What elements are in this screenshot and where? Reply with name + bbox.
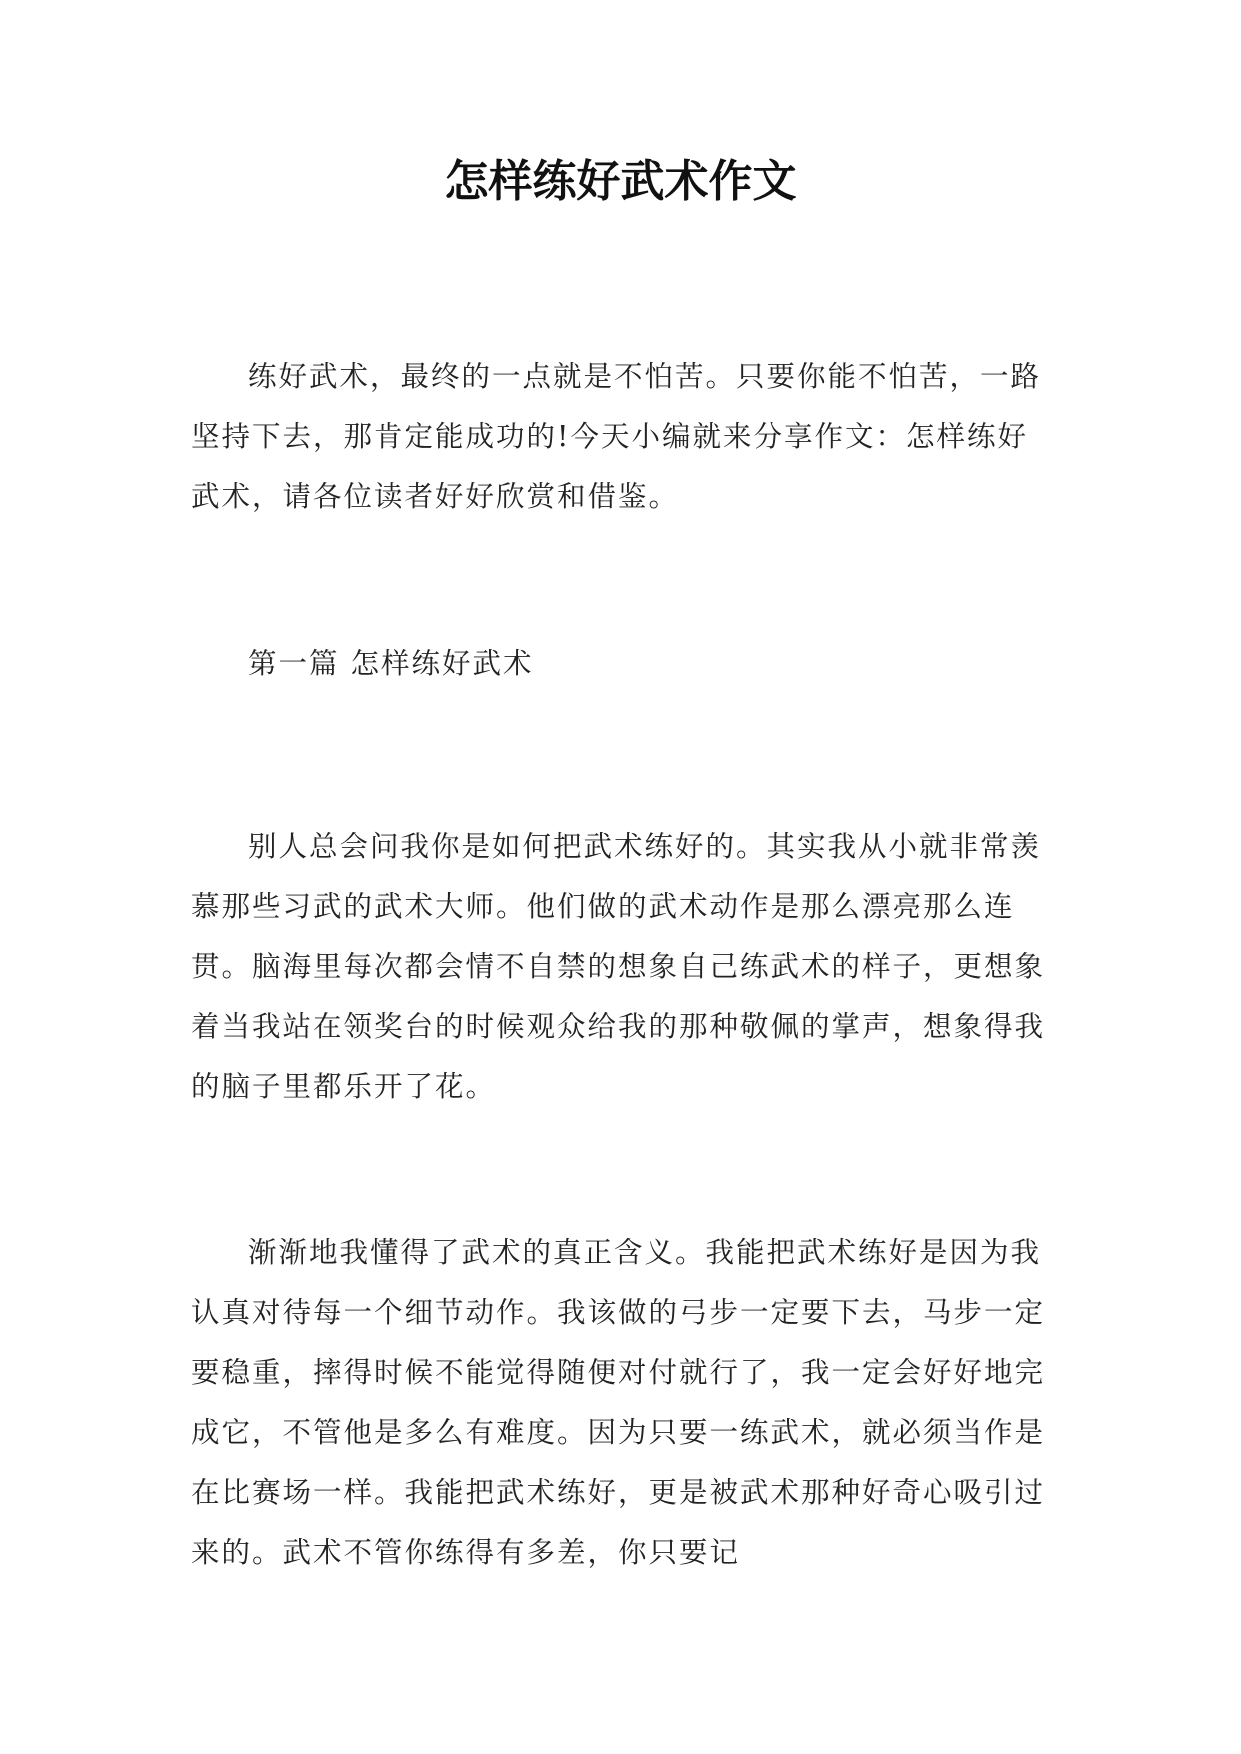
document-title: 怎样练好武术作文 bbox=[444, 156, 797, 207]
section-heading: 第一篇 怎样练好武术 bbox=[248, 647, 534, 680]
intro-paragraph: 练好武术，最终的一点就是不怕苦。只要你能不怕苦，一路坚持下去，那肯定能成功的!今天小编就来分享作文：怎样练好武术，请各位读者好好欣赏和借鉴。 bbox=[191, 360, 1042, 513]
body-paragraph-1: 别人总会问我你是如何把武术练好的。其实我从小就非常羡慕那些习武的武术大师。他们做的武术动作是那么漂亮那么连贯。脑海里每次都会情不自禁的想象自己练武术的样子，更想象着当我站在领奖台的时候观众给我的那种敬佩的掌声，想象得我的脑子里都乐开了花。 bbox=[191, 830, 1046, 1103]
body-paragraph-2: 渐渐地我懂得了武术的真正含义。我能把武术练好是因为我认真对待每一个细节动作。我该做的弓步一定要下去，马步一定要稳重，摔得时候不能觉得随便对付就行了，我一定会好好地完成它，不管他是多么有难度。因为只要一练武术，就必须当作是在比赛场一样。我能把武术练好，更是被武术那种好奇心吸引过来的。武术不管你练得有多差，你只要记 bbox=[191, 1236, 1046, 1569]
